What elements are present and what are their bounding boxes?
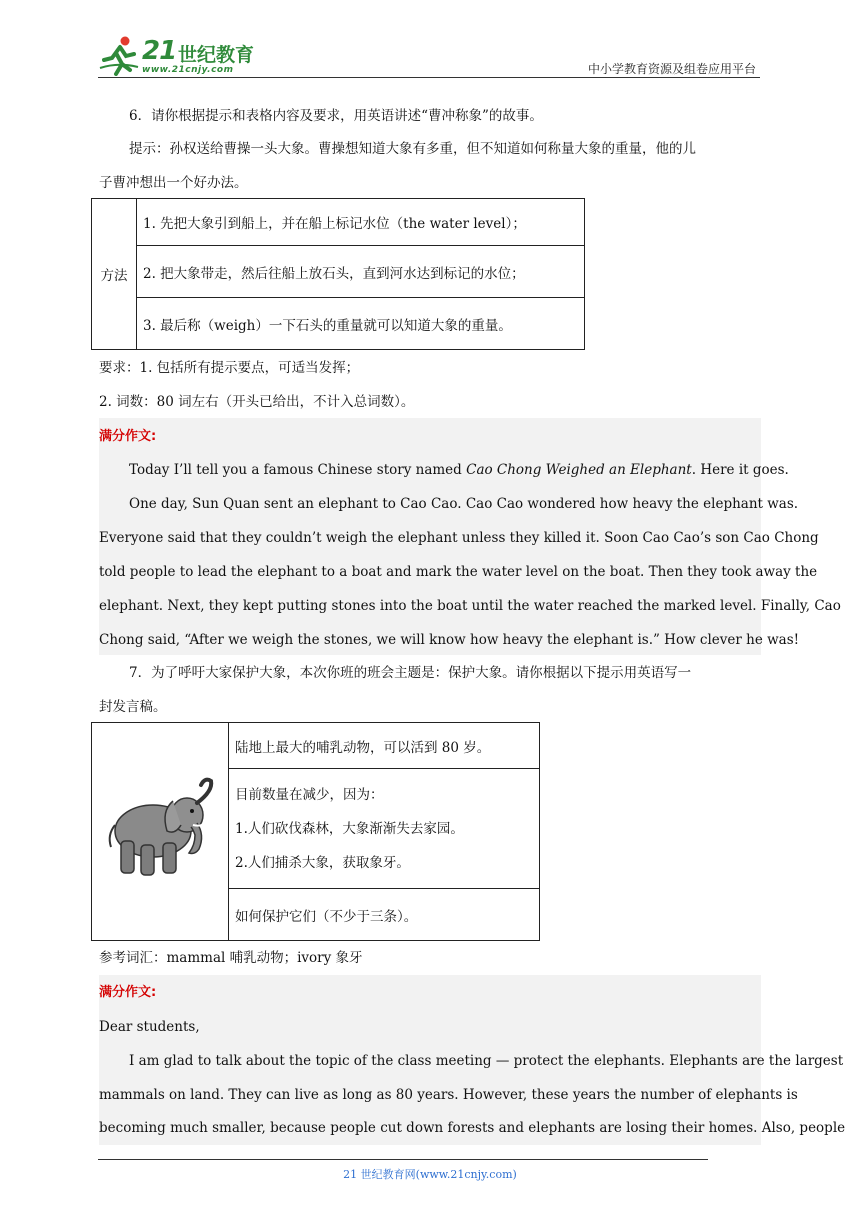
q6-hint-line-1: 提示：孙权送给曹操一头大象。曹操想知道大象有多重，但不知道如何称量大象的重量，他的儿 [129,141,696,157]
q7-prompt-table [91,722,540,941]
q6-requirement-1: 要求：1. 包括所有提示要点，可适当发挥； [99,360,360,376]
q6-answer-line-2: One day, Sun Quan sent an elephant to Cao Cao. Cao Cao wondered how heavy the elephant was. [129,496,799,512]
q6-answer-line-6: Chong said, “After we weigh the stones, we will know how heavy the elephant is.” How clever he was! [99,632,800,648]
footer-link[interactable]: 21 世纪教育网(www.21cnjy.com) [343,1168,517,1181]
q6-title: 6．请你根据提示和表格内容及要求，用英语讲述“曹冲称象”的故事。 [129,108,543,124]
elephant-image-cell [92,723,229,941]
logo-21-text: 21 [142,36,177,66]
q6-answer-line-1 [129,460,789,480]
header-platform-text: 中小学教育资源及组卷应用平台 [587,62,756,76]
q7-answer-label: 满分作文: [99,985,157,1000]
prompt-cell-2 [229,769,540,889]
q7-answer-line-2: mammals on land. They can live as long as 80 years. However, these years the number of elephants is [99,1087,798,1103]
logo-url-text: www.21cnjy.com [142,65,234,75]
elephant-icon [101,775,219,885]
header-divider [98,77,760,78]
q6-method-table [91,198,585,350]
q6-requirement-2: 2. 词数：80 词左右（开头已给出，不计入总词数）。 [99,394,415,410]
logo-brand-text: 世纪教育 [178,44,255,66]
prompt-cell-1: 陆地上最大的哺乳动物，可以活到 80 岁。 [229,723,540,769]
method-label-cell: 方法 [92,199,137,350]
q6-answer-line-4: told people to lead the elephant to a boat and mark the water level on the boat. Then they took away the [99,564,818,580]
q6-answer-line-5: elephant. Next, they kept putting stones into the boat until the water reached the marked level. Finally, Cao [99,598,841,614]
q7-greeting: Dear students, [99,1019,200,1035]
q7-answer-line-3: becoming much smaller, because people cut down forests and elephants are losing their homes. Also, people [99,1120,846,1136]
prompt-cell-3: 如何保护它们（不少于三条）。 [229,889,540,941]
runner-logo-icon [98,34,140,76]
q6-answer-line-3: Everyone said that they couldn’t weigh the elephant unless they killed it. Soon Cao Cao’s son Cao Chong [99,530,819,546]
story-title: Cao Chong Weighed an Elephant [466,462,692,478]
prompt-cell-2-line-1: 目前数量在减少，因为： [235,786,384,803]
prompt-cell-2-line-2: 1.人们砍伐森林，大象渐渐失去家园。 [235,820,464,837]
method-step-3: 3. 最后称（weigh）一下石头的重量就可以知道大象的重量。 [137,298,585,350]
method-step-1: 1. 先把大象引到船上，并在船上标记水位（the water level）； [137,199,585,246]
q7-answer-line-1: I am glad to talk about the topic of the class meeting — protect the elephants. Elephants are the largest [129,1053,844,1069]
q7-vocabulary: 参考词汇：mammal 哺乳动物；ivory 象牙 [99,950,363,966]
footer-divider [98,1159,708,1160]
site-logo[interactable] [98,34,268,78]
answer-text: . Here it goes. [691,462,789,478]
answer-text: Today I’ll tell you a famous Chinese story named [129,462,467,478]
q7-title-line-2: 封发言稿。 [99,699,167,715]
q6-answer-label: 满分作文: [99,429,157,444]
q7-title-line-1: 7．为了呼吁大家保护大象，本次你班的班会主题是：保护大象。请你根据以下提示用英语写一 [129,665,692,681]
prompt-cell-2-line-3: 2.人们捕杀大象，获取象牙。 [235,854,410,871]
q6-hint-line-2: 子曹冲想出一个好办法。 [99,175,248,191]
method-step-2: 2. 把大象带走，然后往船上放石头，直到河水达到标记的水位； [137,246,585,298]
